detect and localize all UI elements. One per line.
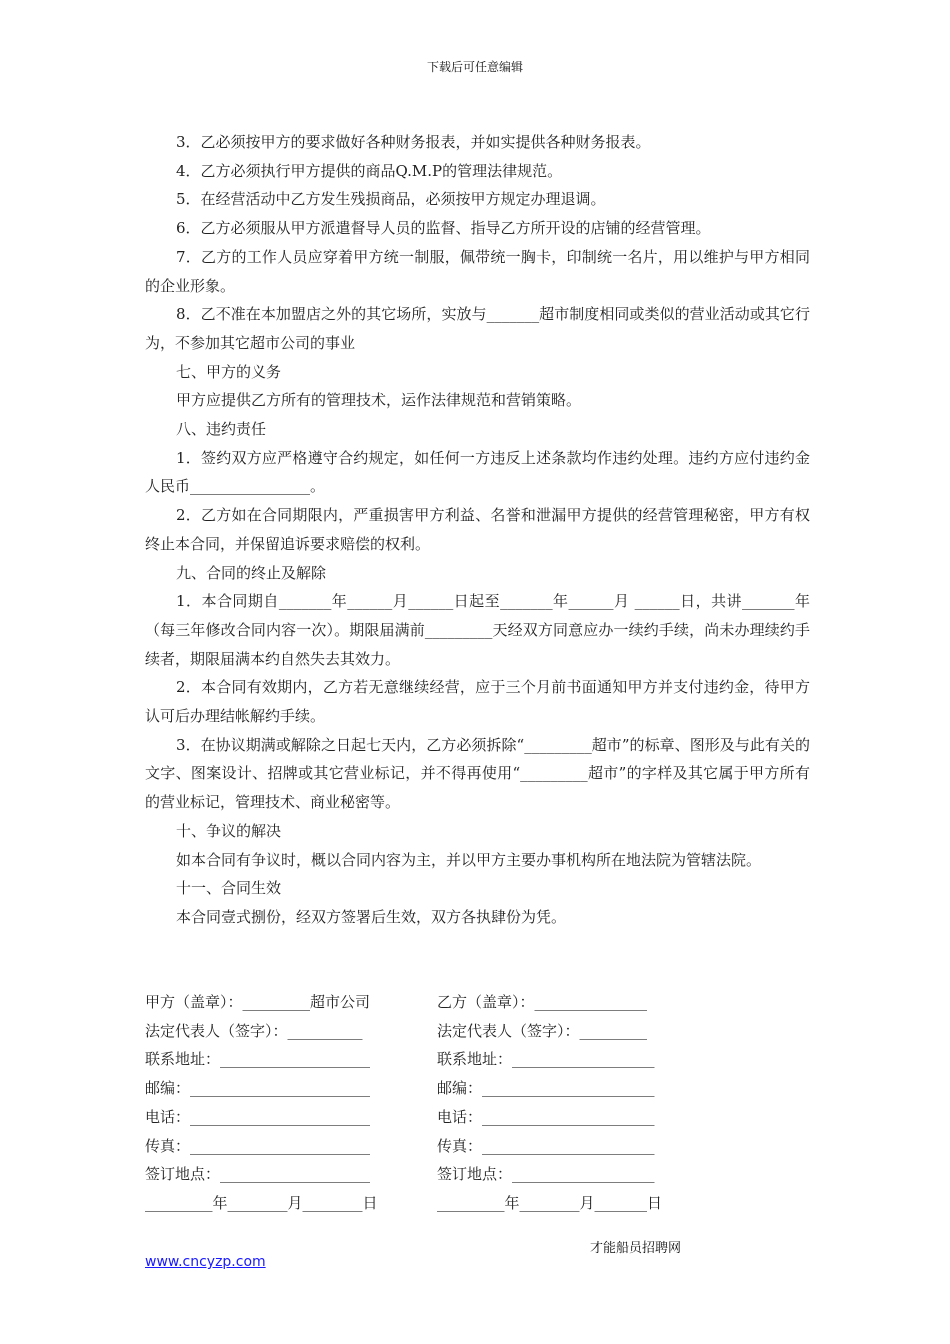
clause-6: 6．乙方必须服从甲方派遣督导人员的监督、指导乙方所开设的店铺的经营管理。 [176,219,711,238]
section-heading-8: 八、违约责任 [176,420,267,439]
section-7-text: 甲方应提供乙方所有的管理技术，运作法律规范和营销策略。 [176,391,582,410]
party-b-postcode: 邮编：_______________________ [437,1079,655,1098]
section-heading-7: 七、甲方的义务 [176,362,282,381]
signature-row-address [145,1045,705,1074]
signature-row-postcode [145,1074,705,1103]
signature-row-fax [145,1132,705,1161]
party-b-fax: 传真：_______________________ [437,1136,655,1155]
party-a-date: _________年________月________日 [145,1193,378,1212]
party-b-date: _________年________月_______日 [437,1193,663,1212]
clause-4: 4．乙方必须执行甲方提供的商品Q.M.P的管理法律规范。 [176,161,563,180]
party-a-sign-place: 签订地点：____________________ [145,1165,371,1184]
footer-brand: 才能船员招聘网 [590,1241,682,1256]
signature-row-date [145,1189,705,1218]
section-heading-9: 九、合同的终止及解除 [176,563,327,582]
clause-3: 3．乙必须按甲方的要求做好各种财务报表，并如实提供各种财务报表。 [176,133,651,151]
dispute-text: 如本合同有争议时，概以合同内容为主，并以甲方主要办事机构所在地法院为管辖法院。 [176,850,762,869]
party-a-seal: 甲方（盖章）：_________超市公司 [145,993,371,1011]
contract-body [145,128,810,932]
clause-5: 5．在经营活动中乙方发生残损商品，必须按甲方规定办理退调。 [176,190,606,209]
party-a-address: 联系地址：____________________ [145,1050,371,1069]
termination-clause-2: 2．本合同有效期内，乙方若无意继续经营，应于三个月前书面通知甲方并支付违约金，待甲方认可后办理结帐解约手续。 [145,678,810,726]
signature-row-representative [145,1017,705,1046]
breach-clause-1: 1．签约双方应严格遵守合约规定，如任何一方违反上述条款均作违约处理。违约方应付违约金人民币________________。 [145,448,810,496]
section-heading-10: 十、争议的解决 [176,821,282,840]
party-b-sign-place: 签订地点：___________________ [437,1165,655,1184]
party-a-representative: 法定代表人（签字）：__________ [145,1021,363,1040]
clause-7: 7．乙方的工作人员应穿着甲方统一制服，佩带统一胸卡，印制统一名片，用以维护与甲方相同的企业形象。 [145,247,810,295]
footer-website-link[interactable]: www.cncyzp.com [145,1254,266,1270]
party-a-phone: 电话：________________________ [145,1107,371,1126]
signature-row-seal [145,988,705,1017]
termination-clause-3: 3．在协议期满或解除之日起七天内，乙方必须拆除“_________超市”的标章、图形及与此有关的文字、图案设计、招牌或其它营业标记，并不得再使用“_________超市”的字样及其它属于甲方所有的营业标记，管理技术、商业秘密等。 [145,735,810,812]
clause-8: 8．乙不准在本加盟店之外的其它场所，实放与_______超市制度相同或类似的营业活动或其它行为，不参加其它超市公司的事业 [145,305,810,352]
effect-text: 本合同壹式捌份，经双方签署后生效，双方各执肆份为凭。 [176,907,567,926]
section-heading-11: 十一、合同生效 [176,879,282,898]
breach-clause-2: 2．乙方如在合同期限内，严重损害甲方利益、名誉和泄漏甲方提供的经营管理秘密，甲方有权终止本合同，并保留追诉要求赔偿的权利。 [145,506,810,553]
signature-block [145,988,705,1218]
signature-row-place [145,1160,705,1189]
signature-row-phone [145,1103,705,1132]
party-b-phone: 电话：_______________________ [437,1107,655,1126]
page-header: 下载后可任意编辑 [426,60,523,74]
party-b-address: 联系地址：___________________ [437,1050,655,1069]
party-b-representative: 法定代表人（签字）：_________ [437,1021,648,1040]
termination-clause-1: 1．本合同期自_______年______月______日起至_______年______月 ______日，共讲_______年（每三年修改合同内容一次）。期限届满前_________天经双方同意应办一续约手续，尚未办理续约手续者，期限届满本约自然失去其效力。 [145,592,810,668]
party-a-postcode: 邮编：________________________ [145,1079,371,1098]
party-b-seal: 乙方（盖章）：_______________ [437,993,648,1011]
party-a-fax: 传真：________________________ [145,1136,371,1155]
